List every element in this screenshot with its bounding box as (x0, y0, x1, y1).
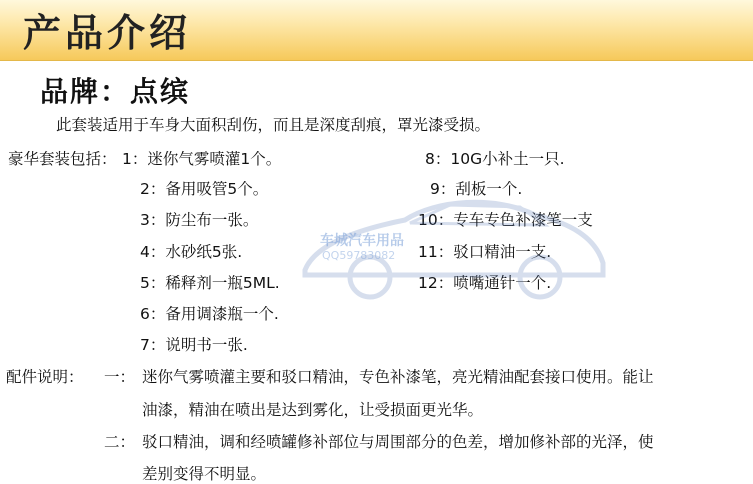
package-item: 4：水砂纸5张. (140, 243, 243, 261)
package-item: 9：刮板一个. (430, 180, 523, 198)
package-item: 2：备用吸管5个。 (140, 180, 269, 198)
accessory-text: 差别变得不明显。 (142, 465, 267, 483)
package-item: 1：迷你气雾喷灌1个。 (122, 150, 282, 168)
package-item: 8：10G小补土一只. (425, 150, 565, 168)
page-title: 产品介绍 (23, 10, 192, 55)
title-banner (0, 0, 753, 61)
accessory-marker: 一： (104, 368, 136, 386)
accessory-text: 油漆，精油在喷出是达到雾化，让受损面更光华。 (142, 401, 484, 419)
watermark-text: 车城汽车用品 (320, 233, 404, 249)
package-item: 11：驳口精油一支. (418, 243, 552, 261)
intro-text: 此套装适用于车身大面积刮伤，而且是深度刮痕，罩光漆受损。 (56, 116, 491, 134)
watermark-qq: QQ59783082 (322, 249, 396, 262)
accessory-marker: 二： (104, 433, 136, 451)
package-item: 12：喷嘴通针一个. (418, 274, 552, 292)
accessory-text: 迷你气雾喷灌主要和驳口精油，专色补漆笔，亮光精油配套接口使用。能让 (142, 368, 654, 386)
package-item: 10：专车专色补漆笔一支 (418, 211, 593, 229)
package-label: 豪华套装包括： (8, 150, 117, 168)
brand-heading: 品牌：点缤 (40, 75, 191, 108)
package-item: 5：稀释剂一瓶5ML. (140, 274, 280, 292)
accessory-text: 驳口精油，调和经喷罐修补部位与周围部分的色差，增加修补部的光泽，使 (142, 433, 654, 451)
package-item: 3：防尘布一张。 (140, 211, 259, 229)
package-item: 7：说明书一张. (140, 336, 248, 354)
accessories-label: 配件说明： (6, 368, 84, 386)
package-item: 6：备用调漆瓶一个. (140, 305, 279, 323)
